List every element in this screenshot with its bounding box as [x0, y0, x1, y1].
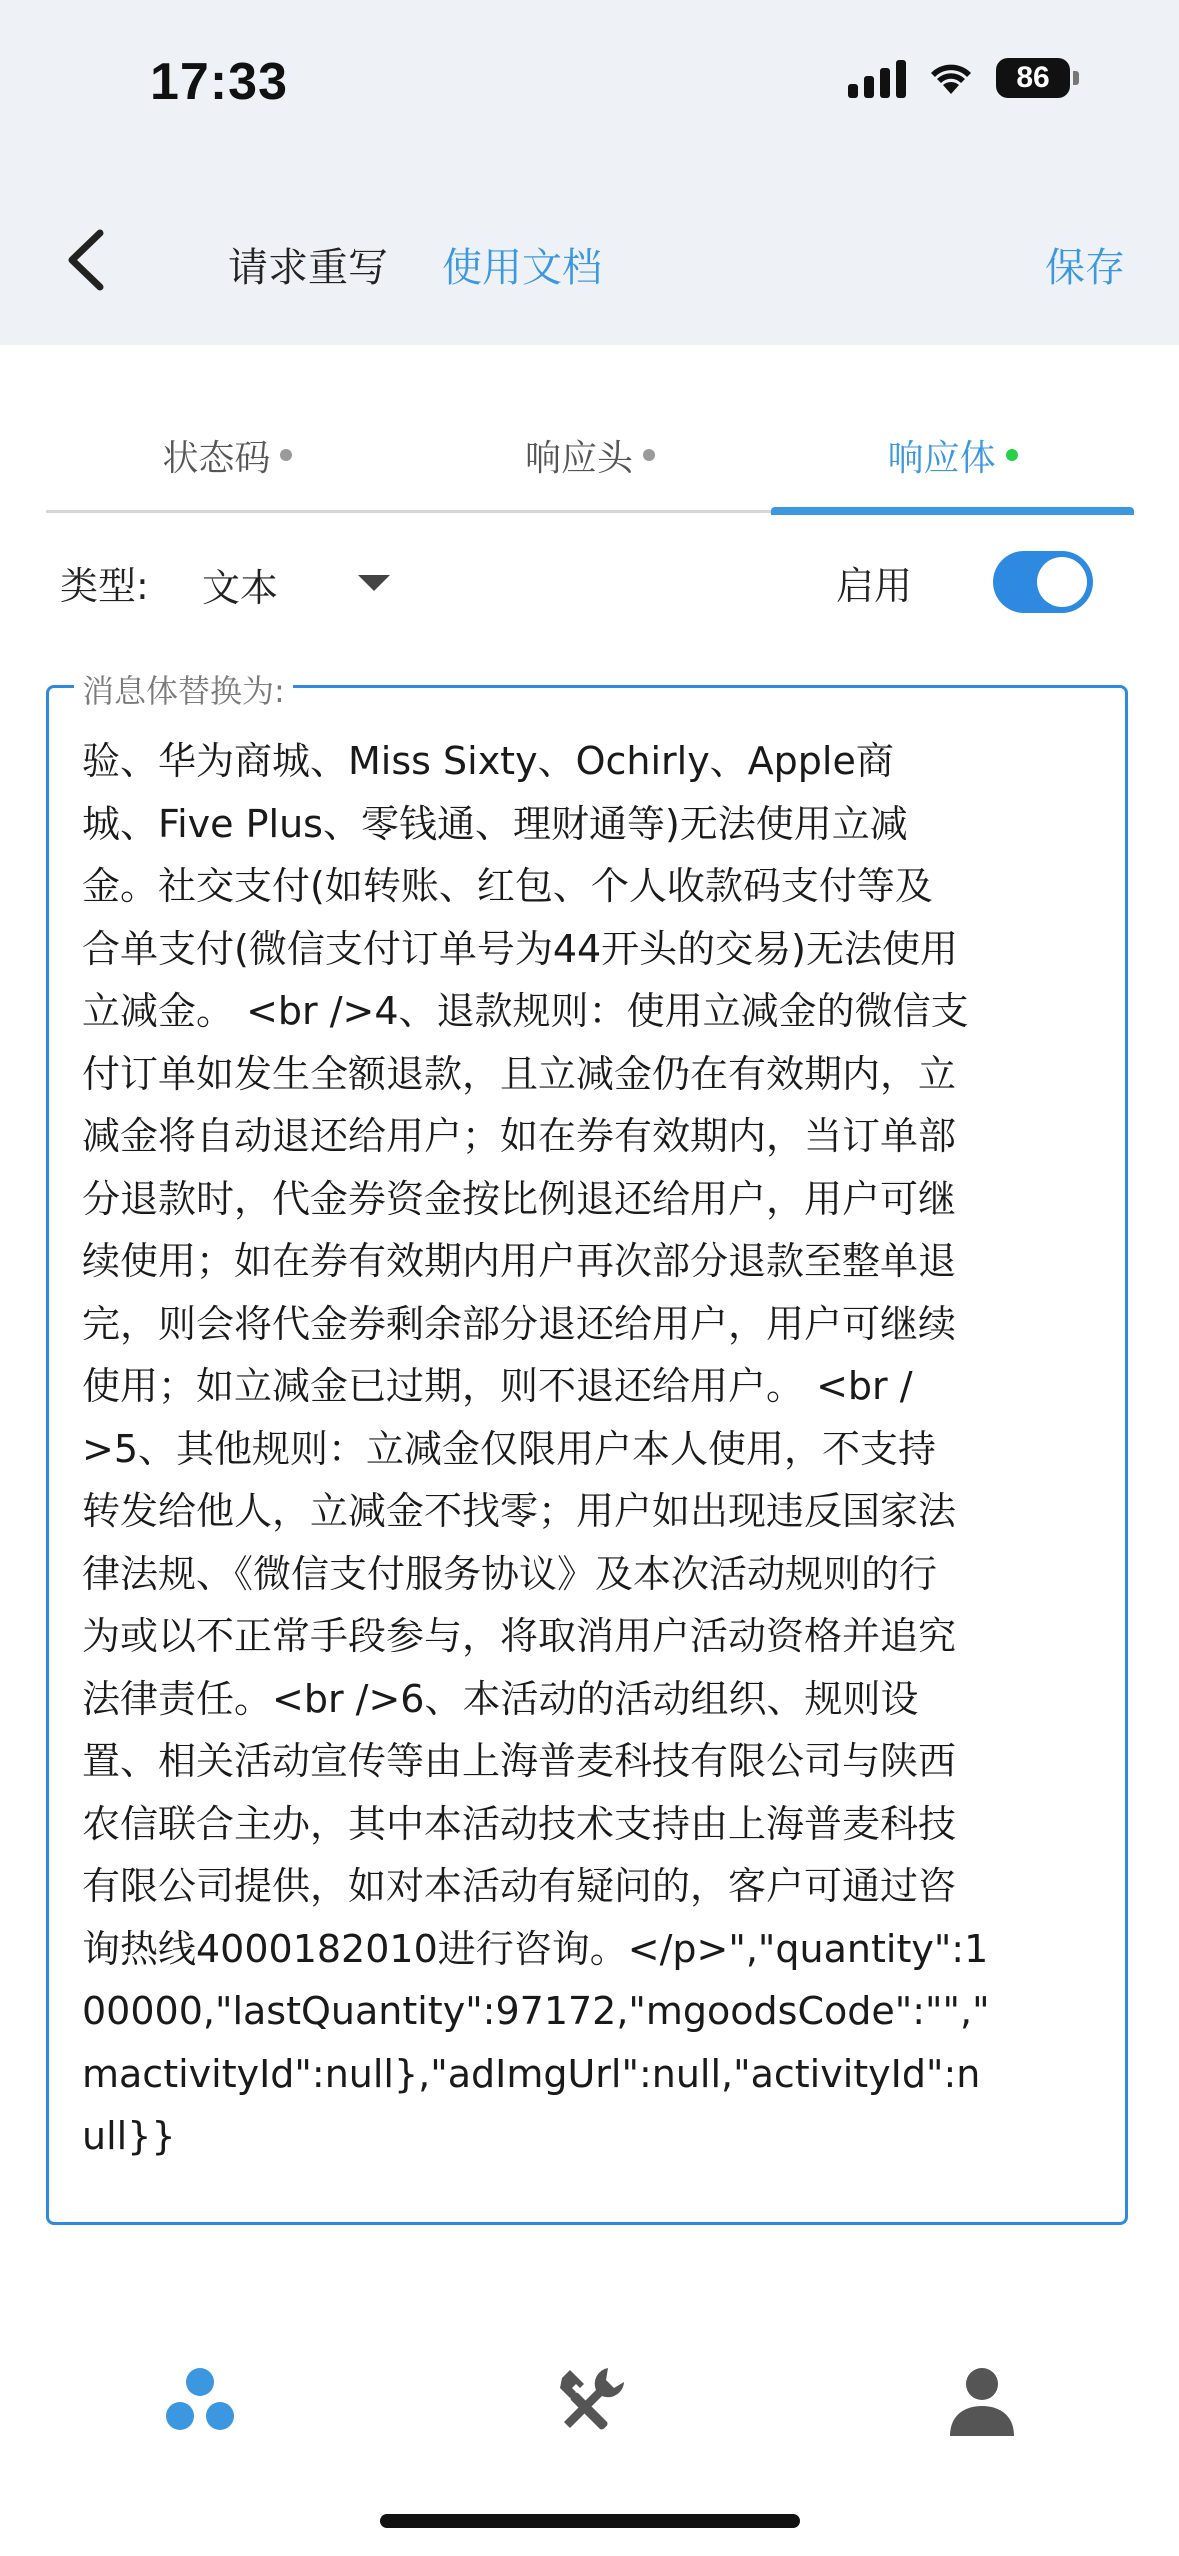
tab-bar — [46, 400, 1134, 513]
body-text-line: ull}} — [82, 2114, 176, 2158]
caret-down-icon[interactable] — [358, 575, 390, 591]
body-text-line: >5、其他规则：立减金仅限用户本人使用，不支持 — [82, 1426, 937, 1471]
body-text-line: 法律责任。<br />6、本活动的活动组织、规则设 — [82, 1676, 919, 1721]
usage-doc-link[interactable]: 使用文档 — [442, 245, 602, 291]
type-select[interactable]: 文本 — [202, 566, 279, 610]
tab-response-body[interactable] — [771, 400, 1134, 510]
body-text-line: 转发给他人，立减金不找零；用户如出现违反国家法 — [82, 1489, 957, 1533]
status-icons — [848, 58, 1079, 98]
nodes-icon[interactable] — [160, 2360, 240, 2440]
tools-icon[interactable] — [550, 2360, 630, 2440]
body-text-line: 城、Five Plus、零钱通、理财通等)无法使用立减 — [82, 801, 908, 846]
tab-label: 状态码 — [162, 437, 271, 479]
body-text-line: 使用；如立减金已过期，则不退还给用户。 <br / — [82, 1364, 913, 1408]
body-field-label: 消息体替换为: — [74, 666, 293, 712]
body-text-line: 为或以不正常手段参与，将取消用户活动资格并追究 — [82, 1614, 957, 1658]
home-indicator — [380, 2514, 800, 2528]
battery-icon — [996, 58, 1079, 98]
tab-response-headers[interactable] — [409, 400, 772, 510]
back-chevron-icon[interactable] — [58, 225, 118, 295]
body-text-line: 农信联合主办，其中本活动技术支持由上海普麦科技 — [82, 1801, 957, 1846]
body-text-line: 减金将自动退还给用户；如在券有效期内，当订单部 — [82, 1114, 957, 1158]
status-time: 17:33 — [150, 53, 288, 111]
page-title: 请求重写 — [228, 245, 388, 291]
status-dot-icon — [280, 449, 292, 461]
body-text-line: 有限公司提供，如对本活动有疑问的，客户可通过咨 — [82, 1864, 957, 1908]
status-dot-icon — [1006, 449, 1018, 461]
body-text-line: 立减金。 <br />4、退款规则：使用立减金的微信支 — [82, 989, 969, 1033]
cellular-signal-icon — [848, 58, 906, 98]
tab-status-code[interactable] — [46, 400, 409, 510]
body-text-line: 置、相关活动宣传等由上海普麦科技有限公司与陕西 — [82, 1739, 957, 1783]
status-dot-icon — [643, 449, 655, 461]
bottom-nav — [0, 2300, 1179, 2470]
type-label: 类型: — [60, 564, 149, 608]
save-button[interactable]: 保存 — [1045, 245, 1125, 291]
tab-label: 响应头 — [525, 437, 634, 479]
user-icon[interactable] — [942, 2360, 1022, 2440]
enable-toggle[interactable] — [993, 551, 1093, 613]
body-text-line: 分退款时，代金券资金按比例退还给用户，用户可继 — [82, 1176, 957, 1221]
body-text-line: 完，则会将代金券剩余部分退还给用户，用户可继续 — [82, 1301, 957, 1346]
body-text-line: 合单支付(微信支付订单号为44开头的交易)无法使用 — [82, 926, 959, 971]
body-text-line: 验、华为商城、Miss Sixty、Ochirly、Apple商 — [82, 739, 894, 783]
body-text-line: 00000,"lastQuantity":97172,"mgoodsCode":""," — [82, 1989, 990, 2033]
body-text-line: 金。社交支付(如转账、红包、个人收款码支付等及 — [82, 864, 933, 908]
body-text-content[interactable] — [82, 730, 1092, 2168]
body-text-line: 续使用；如在券有效期内用户再次部分退款至整单退 — [82, 1239, 957, 1283]
tab-label: 响应体 — [887, 437, 996, 479]
toggle-knob — [1037, 557, 1087, 607]
battery-level: 86 — [996, 58, 1070, 98]
wifi-icon — [928, 60, 974, 96]
body-text-line: 律法规、《微信支付服务协议》及本次活动规则的行 — [82, 1551, 938, 1596]
body-text-line: 询热线4000182010进行咨询。</p>","quantity":1 — [82, 1926, 989, 1971]
body-text-line: 付订单如发生全额退款，且立减金仍在有效期内，立 — [82, 1051, 957, 1096]
body-text-line: mactivityId":null},"adImgUrl":null,"activityId":n — [82, 2051, 981, 2096]
enable-label: 启用 — [836, 564, 913, 608]
